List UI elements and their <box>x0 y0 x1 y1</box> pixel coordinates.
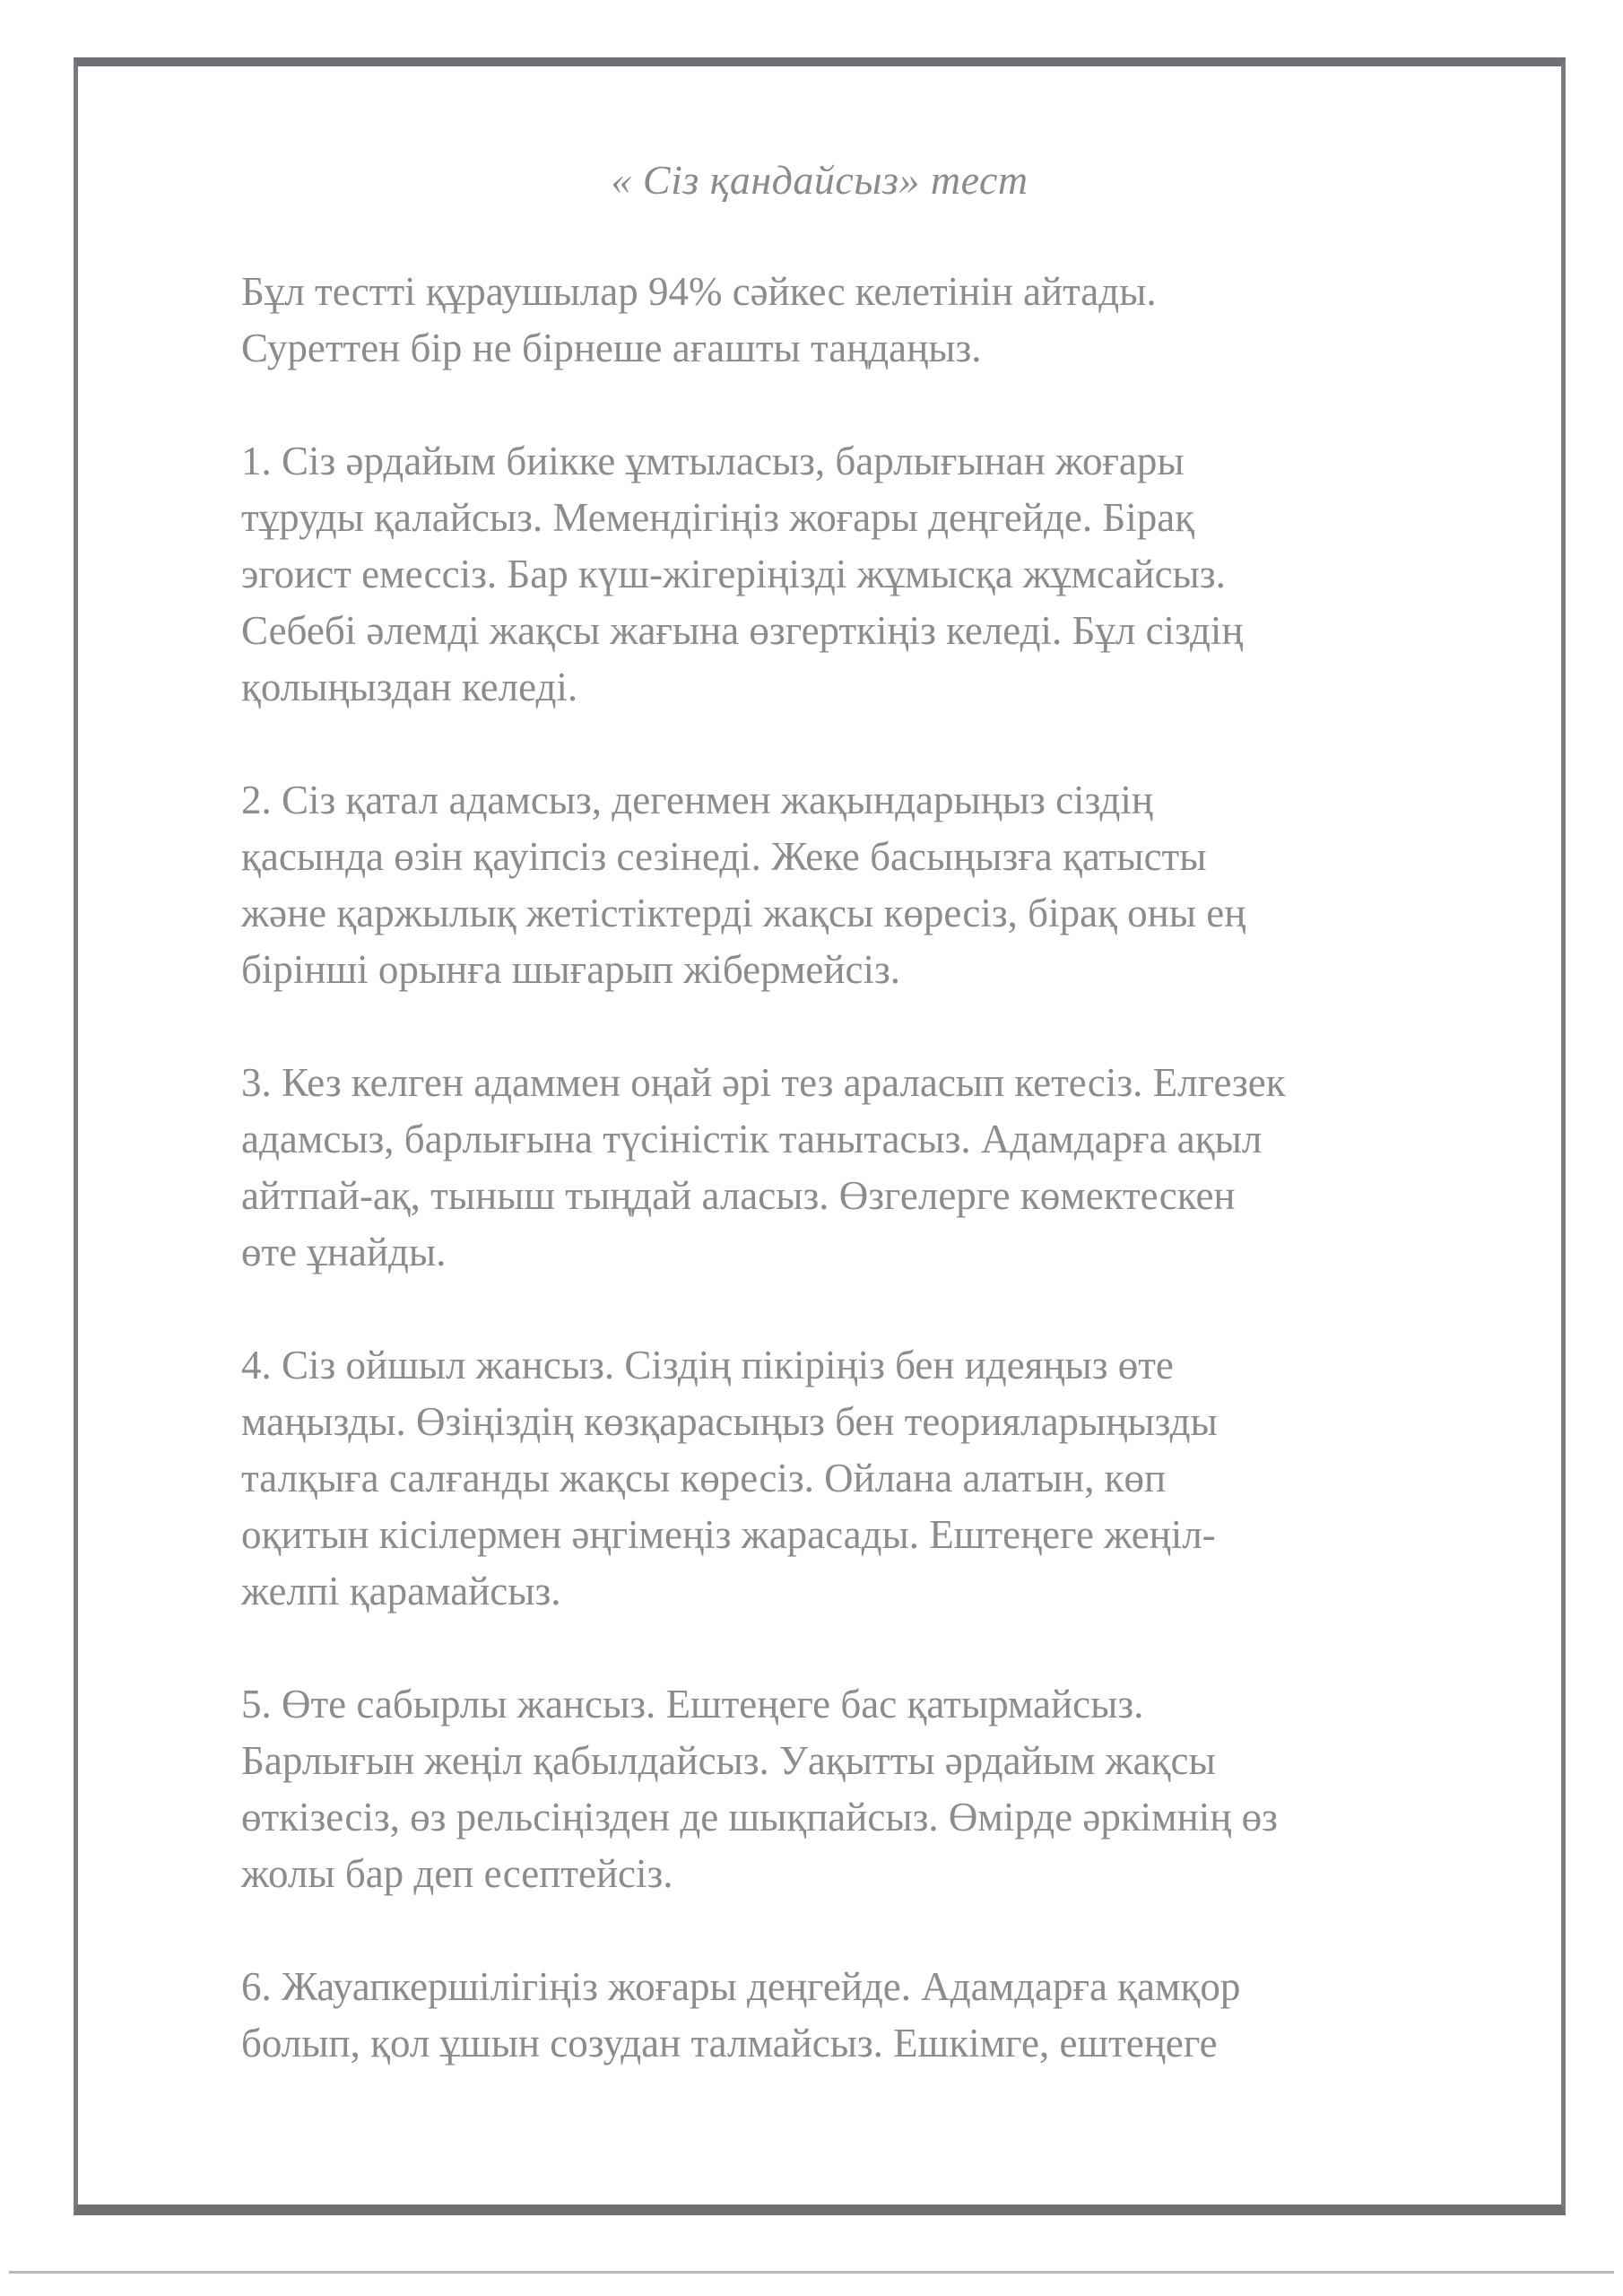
item-line: 2. Сіз қатал адамсыз, дегенмен жақындарыңыз сіздің <box>241 778 1153 822</box>
item-line: эгоист емессіз. Бар күш-жігеріңізді жұмысқа жұмсайсыз. <box>241 552 1226 596</box>
intro-line: Бұл тестті құраушылар 94% сәйкес келетінін айтады. <box>241 269 1157 314</box>
item-line: 4. Сіз ойшыл жансыз. Сіздің пікіріңіз бен идеяңыз өте <box>241 1343 1174 1387</box>
item-line: 3. Кез келген адаммен оңай әрі тез араласып кетесіз. Елгезек <box>241 1060 1286 1105</box>
intro-line: Суреттен бір не бірнеше ағашты таңдаңыз. <box>241 326 982 370</box>
item-line: өткізесіз, өз рельсіңізден де шықпайсыз. Өмірде әркімнің өз <box>241 1795 1278 1839</box>
item-line: тұруды қалайсыз. Мемендігіңіз жоғары деңгейде. Бірақ <box>241 495 1195 540</box>
item-paragraph-1 <box>241 433 1498 716</box>
item-line: 6. Жауапкершілігіңіз жоғары деңгейде. Адамдарға қамқор <box>241 1964 1241 2009</box>
item-paragraph-4 <box>241 1337 1498 1620</box>
item-line: талқыға салғанды жақсы көресіз. Ойлана алатын, көп <box>241 1456 1167 1500</box>
item-line: Себебі әлемді жақсы жағына өзгерткіңіз келеді. Бұл сіздің <box>241 608 1244 653</box>
item-paragraph-5 <box>241 1676 1498 1902</box>
item-line: 1. Сіз әрдайым биікке ұмтыласыз, барлығынан жоғары <box>241 439 1185 483</box>
item-line: және қаржылық жетістіктерді жақсы көресіз, бірақ оны ең <box>241 891 1246 935</box>
item-paragraph-3 <box>241 1055 1498 1281</box>
document-body <box>241 264 1498 2128</box>
bottom-divider-line <box>9 2271 1614 2274</box>
item-line: өте ұнайды. <box>241 1230 447 1274</box>
page-border-frame <box>74 57 1566 2215</box>
item-paragraph-2 <box>241 772 1498 998</box>
item-line: 5. Өте сабырлы жансыз. Ештеңеге бас қатырмайсыз. <box>241 1682 1144 1726</box>
item-line: желпі қарамайсыз. <box>241 1569 561 1613</box>
item-line: бірінші орынға шығарып жібермейсіз. <box>241 947 900 992</box>
intro-paragraph <box>241 264 1498 377</box>
item-line: болып, қол ұшын созудан талмайсыз. Ешкімге, ештеңеге <box>241 2021 1218 2066</box>
item-line: маңызды. Өзіңіздің көзқарасыңыз бен теорияларыңызды <box>241 1399 1218 1444</box>
item-paragraph-6 <box>241 1959 1498 2072</box>
item-line: айтпай-ақ, тыныш тыңдай аласыз. Өзгелерге көмектескен <box>241 1173 1236 1218</box>
item-line: қолыңыздан келеді. <box>241 665 578 709</box>
item-line: адамсыз, барлығына түсіністік танытасыз. Адамдарға ақыл <box>241 1117 1263 1161</box>
item-line: жолы бар деп есептейсіз. <box>241 1851 673 1896</box>
item-line: қасында өзін қауіпсіз сезінеді. Жеке басыңызға қатысты <box>241 834 1207 879</box>
document-title: « Сіз қандайсыз» тест <box>611 157 1028 203</box>
item-line: оқитын кісілермен әңгімеңіз жарасады. Ештеңеге жеңіл- <box>241 1512 1216 1557</box>
item-line: Барлығын жеңіл қабылдайсыз. Уақытты әрдайым жақсы <box>241 1738 1216 1783</box>
